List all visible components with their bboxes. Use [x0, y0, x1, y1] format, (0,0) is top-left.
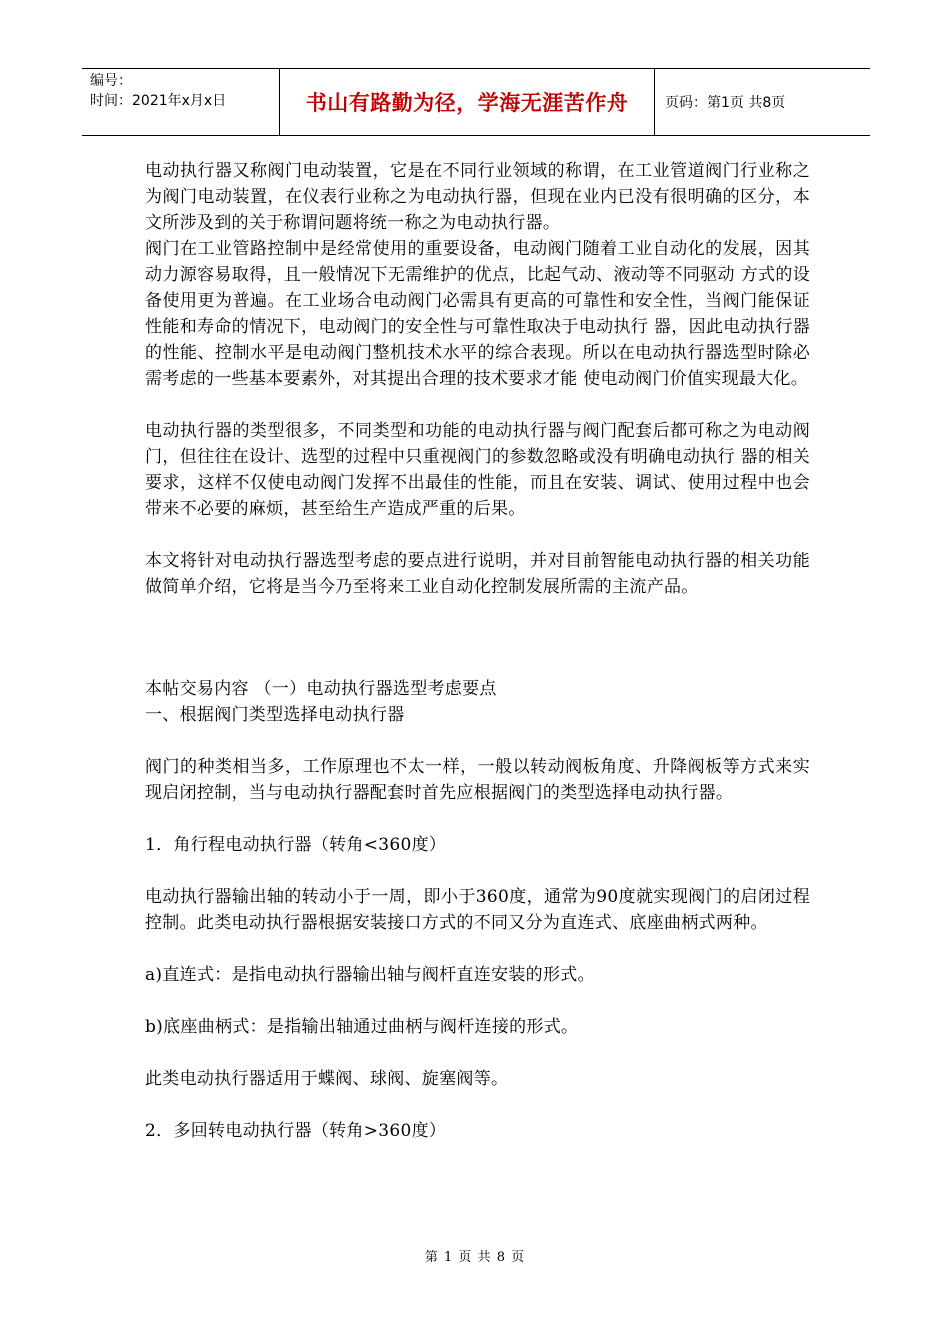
list-item: b)底座曲柄式：是指输出轴通过曲柄与阀杆连接的形式。	[145, 1017, 579, 1037]
paragraph: 电动执行器输出轴的转动小于一周，即小于360度，通常为90度就实现阀门的启闭过程控制。此类电动执行器根据安装接口方式的不同又分为直连式、底座曲柄式两种。	[145, 887, 810, 933]
subsection-heading: 一、根据阀门类型选择电动执行器	[145, 705, 405, 725]
paragraph: 电动执行器的类型很多，不同类型和功能的电动执行器与阀门配套后都可称之为电动阀门，但往往在设计、选型的过程中只重视阀门的参数忽略或没有明确电动执行 器的相关要求，这样不仅使电动阀门发挥不出最佳的性能，而且在安装、调试、使用过程中也会带来不必要的麻烦，甚至给生产造成严重的后果。	[145, 421, 810, 519]
page-footer: 第 1 页 共 8 页	[424, 1250, 526, 1265]
paragraph: 电动执行器又称阀门电动装置，它是在不同行业领域的称谓，在工业管道阀门行业称之为阀门电动装置，在仪表行业称之为电动执行器，但现在业内已没有很明确的区分，本文所涉及到的关于称谓问题将统一称之为电动执行器。	[145, 161, 810, 233]
header-motto: 书山有路勤为径，学海无涯苦作舟	[280, 69, 655, 135]
header-page-number: 页码：第1页 共8页	[665, 95, 786, 111]
header-meta	[82, 69, 280, 135]
list-heading: 1．角行程电动执行器（转角<360度）	[145, 835, 447, 855]
list-item: a)直连式：是指电动执行器输出轴与阀杆直连安装的形式。	[145, 965, 595, 985]
section-heading: 本帖交易内容 （一）电动执行器选型考虑要点	[145, 679, 497, 699]
paragraph: 阀门在工业管路控制中是经常使用的重要设备，电动阀门随着工业自动化的发展，因其动力源容易取得，且一般情况下无需维护的优点，比起气动、液动等不同驱动 方式的设备使用更为普遍。在工业场合电动阀门必需具有更高的可靠性和安全性，当阀门能保证性能和寿命的情况下，电动阀门的安全性与可靠性取决于电动执行 器，因此电动执行器的性能、控制水平是电动阀门整机技术水平的综合表现。所以在电动执行器选型时除必需考虑的一些基本要素外，对其提出合理的技术要求才能 使电动阀门价值实现最大化。	[145, 239, 810, 389]
doc-time-label: 时间：2021年x月x日	[90, 93, 227, 109]
document-body	[145, 158, 810, 1144]
list-heading: 2．多回转电动执行器（转角>360度）	[145, 1121, 447, 1141]
paragraph: 此类电动执行器适用于蝶阀、球阀、旋塞阀等。	[145, 1069, 509, 1089]
paragraph: 阀门的种类相当多，工作原理也不太一样，一般以转动阀板角度、升降阀板等方式来实现启闭控制，当与电动执行器配套时首先应根据阀门的类型选择电动执行器。	[145, 757, 810, 803]
paragraph: 本文将针对电动执行器选型考虑的要点进行说明，并对目前智能电动执行器的相关功能做简单介绍，它将是当今乃至将来工业自动化控制发展所需的主流产品。	[145, 551, 810, 597]
doc-number-label: 编号：	[90, 73, 132, 89]
document-header	[82, 68, 870, 136]
